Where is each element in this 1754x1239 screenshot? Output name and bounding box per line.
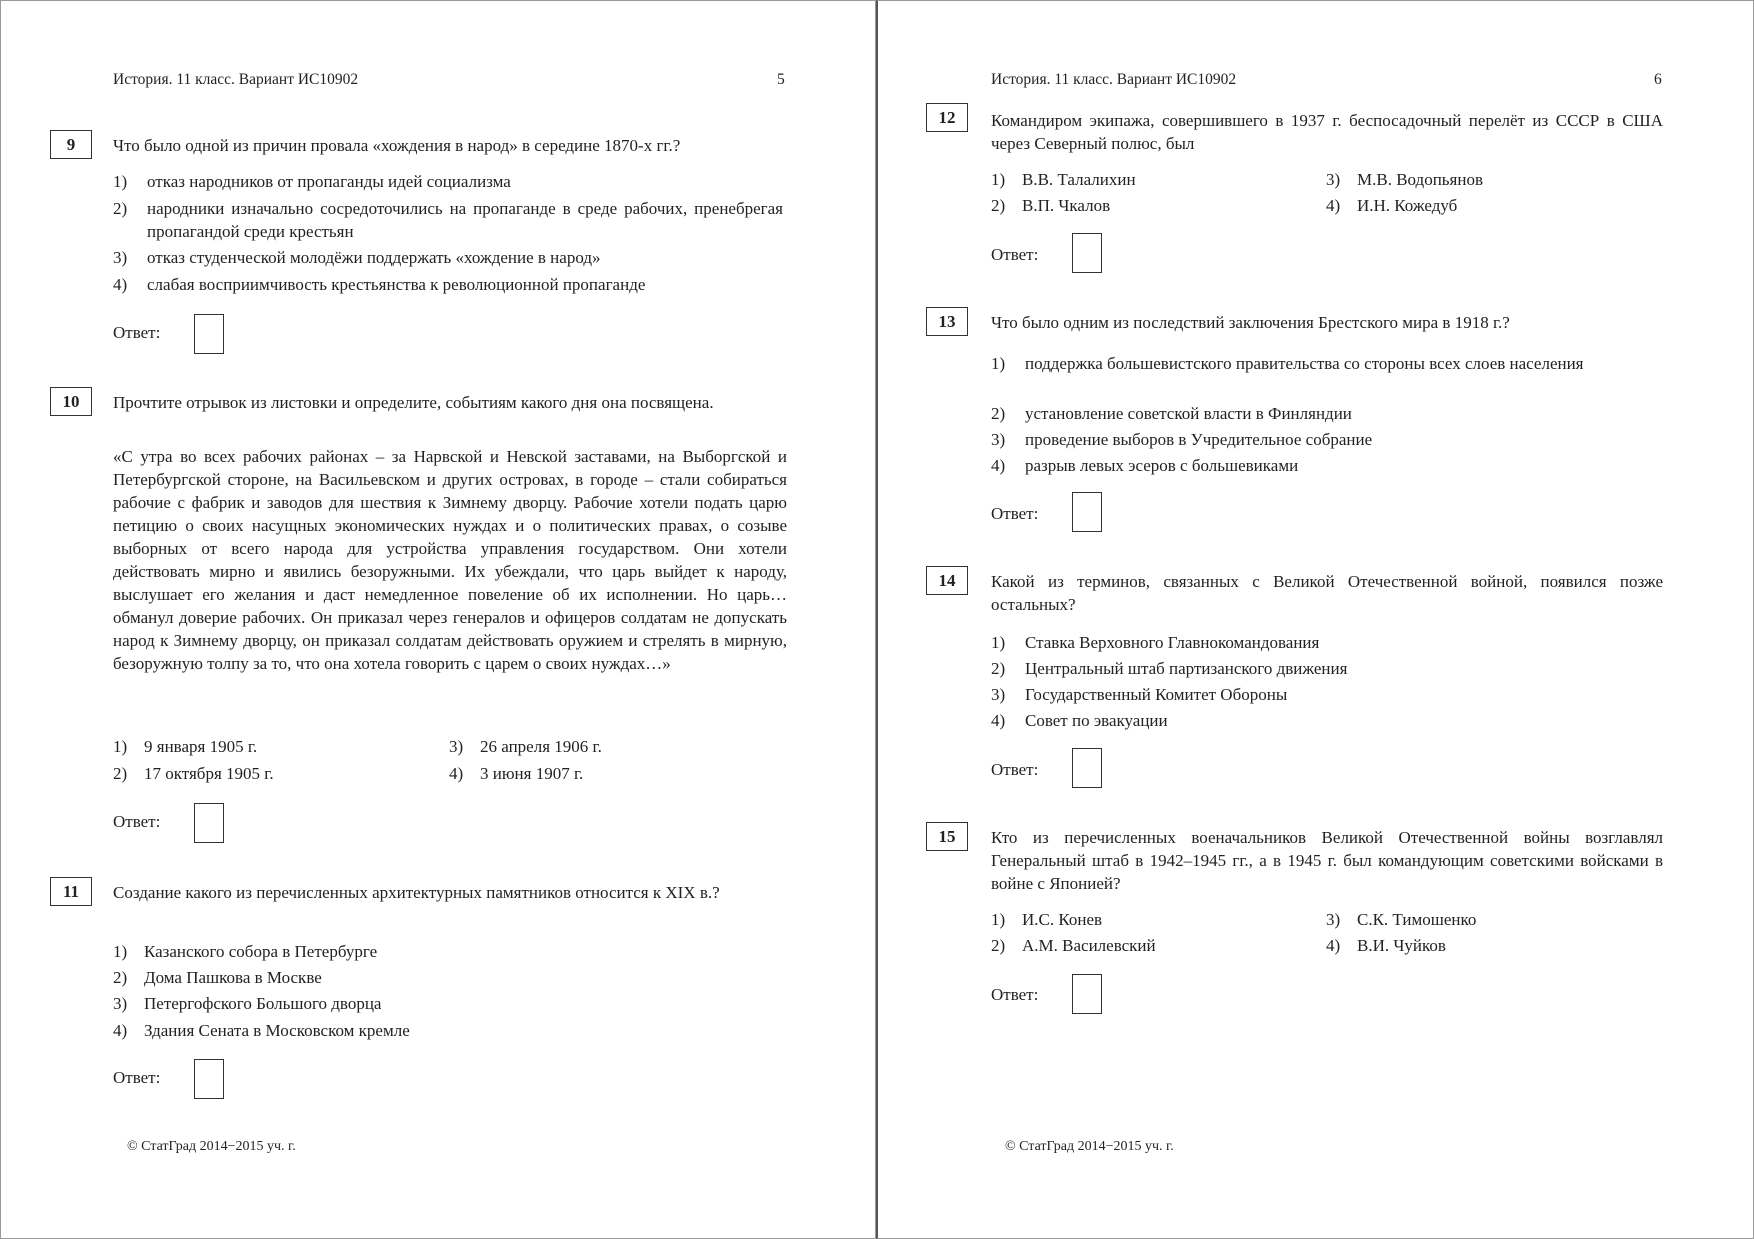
answer-option — [1326, 194, 1457, 217]
option-text: отказ студенческой молодёжи поддержать «хождение в народ» — [147, 248, 601, 267]
answer-option — [991, 428, 1661, 451]
answer-option — [991, 709, 1661, 732]
option-text: слабая восприимчивость крестьянства к революционной пропаганде — [147, 275, 646, 294]
page-left — [0, 0, 876, 1239]
answer-input-box[interactable] — [194, 803, 224, 843]
option-text: Совет по эвакуации — [1025, 711, 1168, 730]
question-number-box: 9 — [50, 130, 92, 159]
answer-option — [991, 402, 1661, 425]
option-number: 1) — [991, 910, 1006, 929]
answer-option — [113, 197, 783, 243]
option-text: проведение выборов в Учредительное собрание — [1025, 430, 1373, 449]
answer-label: Ответ: — [991, 245, 1039, 264]
option-number: 4) — [113, 275, 128, 294]
answer-option — [113, 940, 377, 963]
answer-label: Ответ: — [991, 504, 1039, 523]
option-number: 4) — [113, 1021, 128, 1040]
option-text: В.П. Чкалов — [1022, 196, 1111, 215]
answer-input-box[interactable] — [1072, 748, 1102, 788]
answer-label: Ответ: — [113, 812, 161, 831]
answer-option — [113, 273, 783, 296]
option-number: 3) — [449, 737, 464, 756]
option-number: 4) — [991, 456, 1006, 475]
option-text: В.И. Чуйков — [1357, 936, 1446, 955]
option-number: 4) — [449, 764, 464, 783]
option-text: Здания Сената в Московском кремле — [144, 1021, 410, 1040]
option-number: 2) — [991, 404, 1006, 423]
answer-option — [991, 352, 1661, 375]
answer-option — [113, 170, 783, 193]
option-number: 2) — [991, 196, 1006, 215]
option-number: 3) — [1326, 910, 1341, 929]
option-number: 2) — [991, 659, 1006, 678]
answer-option — [113, 992, 381, 1015]
answer-input-box[interactable] — [1072, 233, 1102, 273]
option-text: Казанского собора в Петербурге — [144, 942, 378, 961]
option-text: Ставка Верховного Главнокомандования — [1025, 633, 1320, 652]
option-number: 1) — [113, 172, 128, 191]
answer-input-box[interactable] — [1072, 974, 1102, 1014]
question-text: Какой из терминов, связанных с Великой Отечественной войной, появился позже остальных? — [991, 572, 1663, 614]
answer-option — [113, 966, 322, 989]
answer-option — [991, 934, 1156, 957]
question-text: Что было одной из причин провала «хождения в народ» в середине 1870-х гг.? — [113, 136, 681, 155]
question-number-box: 15 — [926, 822, 968, 851]
option-number: 4) — [1326, 936, 1341, 955]
page-footer: © СтатГрад 2014−2015 уч. г. — [1005, 1139, 1174, 1154]
option-text: 26 апреля 1906 г. — [480, 737, 602, 756]
option-number: 1) — [991, 170, 1006, 189]
answer-label: Ответ: — [991, 985, 1039, 1004]
page-header: История. 11 класс. Вариант ИС10902 — [113, 71, 359, 88]
answer-option — [1326, 934, 1446, 957]
option-text: Центральный штаб партизанского движения — [1025, 659, 1348, 678]
option-text: установление советской власти в Финляндии — [1025, 404, 1352, 423]
answer-option — [991, 683, 1661, 706]
option-number: 3) — [1326, 170, 1341, 189]
option-number: 2) — [991, 936, 1006, 955]
option-number: 1) — [991, 354, 1006, 373]
option-number: 4) — [1326, 196, 1341, 215]
answer-option — [991, 168, 1136, 191]
answer-label: Ответ: — [991, 760, 1039, 779]
option-text: М.В. Водопьянов — [1357, 170, 1483, 189]
option-text: И.Н. Кожедуб — [1357, 196, 1458, 215]
option-number: 4) — [991, 711, 1006, 730]
option-text: поддержка большевистского правительства со стороны всех слоев населения — [1025, 354, 1584, 373]
option-text: народники изначально сосредоточились на пропаганде в среде рабочих, пренебрегая пропагандой среди крестьян — [147, 199, 783, 241]
option-text: 3 июня 1907 г. — [480, 764, 584, 783]
answer-option — [991, 194, 1110, 217]
option-number: 3) — [113, 248, 128, 267]
answer-label: Ответ: — [113, 323, 161, 342]
option-text: Дома Пашкова в Москве — [144, 968, 322, 987]
option-number: 2) — [113, 968, 128, 987]
option-number: 3) — [113, 994, 128, 1013]
answer-option — [113, 735, 257, 758]
answer-option — [991, 657, 1661, 680]
answer-option — [113, 246, 783, 269]
question-text: Кто из перечисленных военачальников Великой Отечественной войны возглавлял Генеральный штаб в 1942–1945 гг., а в 1945 г. был командующим советскими войсками в войне с Японией? — [991, 828, 1663, 893]
question-text: Создание какого из перечисленных архитектурных памятников относится к XIX в.? — [113, 883, 720, 902]
answer-option — [1326, 168, 1483, 191]
option-text: 17 октября 1905 г. — [144, 764, 274, 783]
option-text: В.В. Талалихин — [1022, 170, 1136, 189]
option-text: отказ народников от пропаганды идей социализма — [147, 172, 511, 191]
answer-option — [991, 908, 1102, 931]
option-text: И.С. Конев — [1022, 910, 1103, 929]
answer-option — [991, 454, 1661, 477]
option-number: 1) — [113, 942, 128, 961]
question-text: Прочтите отрывок из листовки и определите, событиям какого дня она посвящена. — [113, 393, 714, 412]
page-header: История. 11 класс. Вариант ИС10902 — [991, 71, 1237, 88]
question-number-box: 10 — [50, 387, 92, 416]
option-number: 2) — [113, 199, 128, 218]
question-number-box: 12 — [926, 103, 968, 132]
option-number: 2) — [113, 764, 128, 783]
page-right — [876, 0, 1754, 1239]
source-quote: «С утра во всех рабочих районах – за Нарвской и Невской заставами, на Выборгской и Петербургской стороне, на Васильевском и других островах, в городе – стали собираться рабочие с фабрик и заводов для шествия к Зимнему дворцу. Рабочие хотели подать царю петицию о своих насущных экономических нуждах и о политических правах, о созыве выборных от всего народа для устройства управления государством. Они хотели действовать мирно и явились безоружными. Их убеждали, что царь выйдет к народу, выслушает его желания и даст немедленное повеление об их исполнении. Но царь… обманул доверие рабочих. Он приказал через генералов и офицеров солдатам не допускать народ к Зимнему дворцу, он приказал солдатам действовать оружием и стрелять в мирную, безоружную толпу за то, что она хотела говорить с царем о своих нуждах…» — [113, 447, 787, 673]
page-footer: © СтатГрад 2014−2015 уч. г. — [127, 1139, 296, 1154]
question-number-box: 13 — [926, 307, 968, 336]
option-text: А.М. Василевский — [1022, 936, 1156, 955]
option-text: Государственный Комитет Обороны — [1025, 685, 1288, 704]
question-number-box: 11 — [50, 877, 92, 906]
answer-option — [113, 762, 274, 785]
answer-input-box[interactable] — [1072, 492, 1102, 532]
option-number: 3) — [991, 685, 1006, 704]
answer-label: Ответ: — [113, 1068, 161, 1087]
question-text: Командиром экипажа, совершившего в 1937 г. беспосадочный перелёт из СССР в США через Северный полюс, был — [991, 111, 1663, 153]
answer-option — [449, 735, 602, 758]
option-text: Петергофского Большого дворца — [144, 994, 382, 1013]
question-text: Что было одним из последствий заключения Брестского мира в 1918 г.? — [991, 313, 1510, 332]
option-text: С.К. Тимошенко — [1357, 910, 1477, 929]
question-number-box: 14 — [926, 566, 968, 595]
option-number: 3) — [991, 430, 1006, 449]
page-number: 6 — [1654, 71, 1662, 88]
answer-option — [1326, 908, 1476, 931]
answer-option — [113, 1019, 410, 1042]
option-number: 1) — [113, 737, 128, 756]
option-text: разрыв левых эсеров с большевиками — [1025, 456, 1299, 475]
answer-input-box[interactable] — [194, 314, 224, 354]
answer-option — [449, 762, 583, 785]
answer-option — [991, 631, 1661, 654]
option-text: 9 января 1905 г. — [144, 737, 258, 756]
page-number: 5 — [777, 71, 785, 88]
option-number: 1) — [991, 633, 1006, 652]
answer-input-box[interactable] — [194, 1059, 224, 1099]
